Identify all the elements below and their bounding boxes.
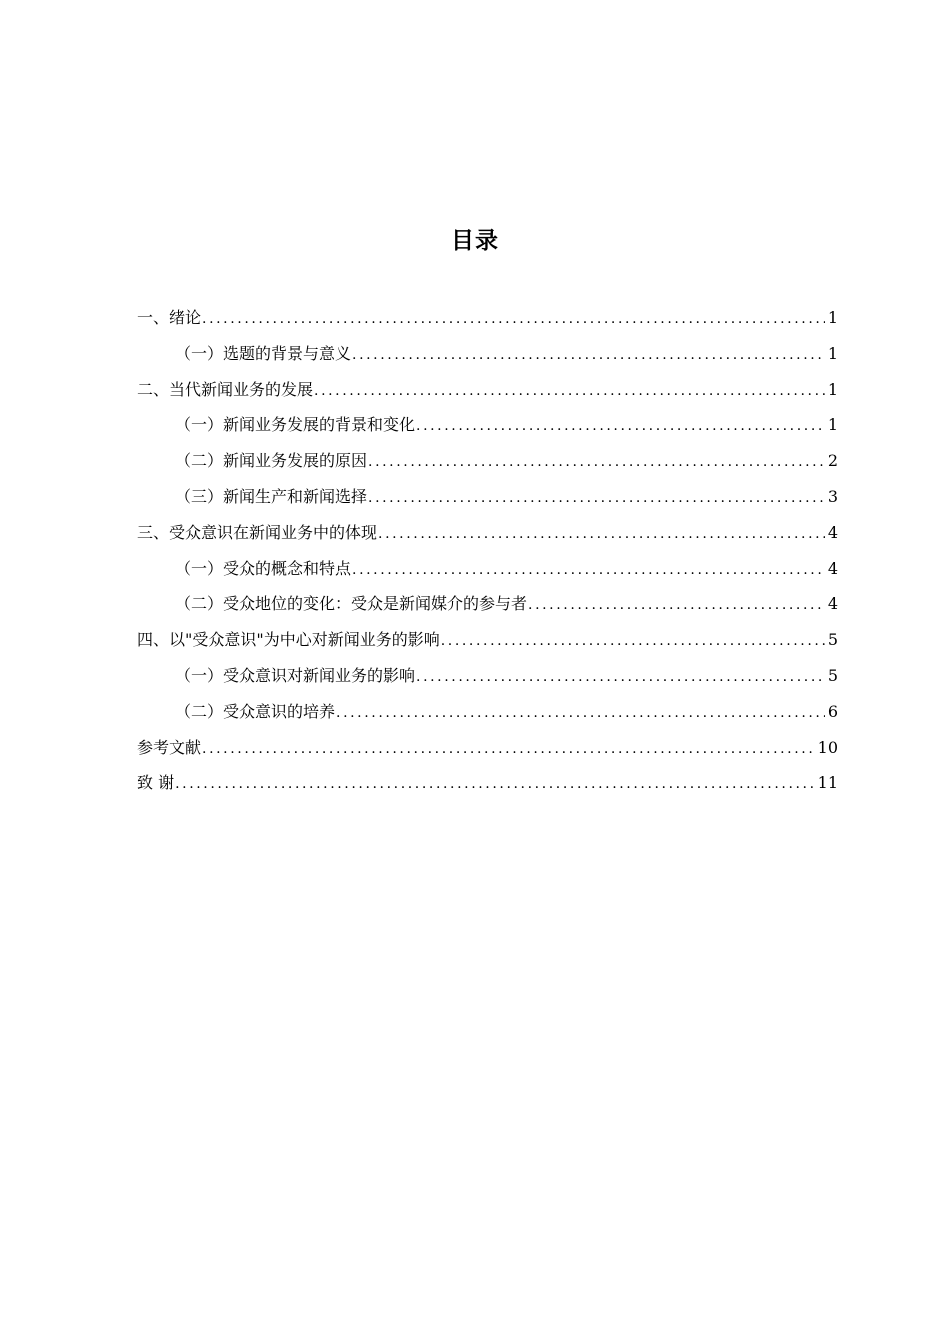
toc-dot-leader xyxy=(175,767,815,803)
toc-entry-label: （二）受众意识的培养 xyxy=(175,701,336,721)
toc-entry[interactable] xyxy=(137,300,838,336)
toc-entry[interactable] xyxy=(137,694,838,730)
toc-dot-leader xyxy=(368,481,825,517)
toc-page-number: 1 xyxy=(827,343,838,363)
toc-entry-label: （一）受众意识对新闻业务的影响 xyxy=(175,665,416,685)
toc-page-number: 4 xyxy=(827,594,838,614)
toc-page-number: 4 xyxy=(827,522,838,542)
toc-dot-leader xyxy=(336,696,825,732)
toc-page-number: 1 xyxy=(827,415,838,435)
toc-dot-leader xyxy=(352,553,825,589)
toc-page-number: 6 xyxy=(827,701,838,721)
toc-title: 目录 xyxy=(451,228,499,254)
toc-entry-label: 参考文献 xyxy=(137,737,202,757)
toc-entry[interactable] xyxy=(137,372,838,408)
toc-dot-leader xyxy=(314,374,825,410)
toc-entry[interactable] xyxy=(137,658,838,694)
toc-page-number: 5 xyxy=(827,665,838,685)
toc-entry-label: 一、绪论 xyxy=(137,308,202,327)
toc-entry[interactable] xyxy=(137,443,838,479)
toc-entry[interactable] xyxy=(137,515,838,551)
toc-dot-leader xyxy=(378,517,825,553)
toc-entry-label: （二）新闻业务发展的原因 xyxy=(175,451,368,471)
toc-entry-label: 三、受众意识在新闻业务中的体现 xyxy=(137,522,378,542)
toc-dot-leader xyxy=(416,660,825,696)
toc-entry-label: 四、以"受众意识"为中心对新闻业务的影响 xyxy=(137,630,440,650)
toc-entry[interactable] xyxy=(137,551,838,587)
toc-dot-leader xyxy=(368,445,825,481)
toc-page-number: 10 xyxy=(817,737,838,757)
toc-entry[interactable] xyxy=(137,407,838,443)
toc-dot-leader xyxy=(441,624,825,660)
toc-dot-leader xyxy=(416,409,825,445)
toc-entry-label: （一）受众的概念和特点 xyxy=(175,558,352,578)
toc-dot-leader xyxy=(528,588,825,624)
toc-page-number: 2 xyxy=(827,451,838,471)
toc-list xyxy=(137,300,838,801)
toc-entry-label: 二、当代新闻业务的发展 xyxy=(137,379,314,399)
toc-entry[interactable] xyxy=(137,765,838,801)
toc-dot-leader xyxy=(202,302,825,338)
toc-entry-label: （二）受众地位的变化：受众是新闻媒介的参与者 xyxy=(175,594,528,614)
toc-page-number: 3 xyxy=(827,486,838,506)
toc-entry[interactable] xyxy=(137,479,838,515)
toc-page-number: 1 xyxy=(827,379,838,399)
toc-dot-leader xyxy=(202,732,815,768)
toc-entry[interactable] xyxy=(137,622,838,658)
toc-page-number: 5 xyxy=(827,630,838,650)
toc-page-number: 1 xyxy=(827,308,838,327)
toc-page-number: 11 xyxy=(817,773,838,793)
toc-entry[interactable] xyxy=(137,586,838,622)
toc-page-number: 4 xyxy=(827,558,838,578)
toc-entry-label: （一）新闻业务发展的背景和变化 xyxy=(175,415,416,435)
toc-entry-label: （三）新闻生产和新闻选择 xyxy=(175,486,368,506)
toc-entry-label: 致 谢 xyxy=(137,773,175,793)
toc-dot-leader xyxy=(352,338,825,374)
toc-entry[interactable] xyxy=(137,336,838,372)
toc-entry-label: （一）选题的背景与意义 xyxy=(175,343,352,363)
toc-entry[interactable] xyxy=(137,730,838,766)
